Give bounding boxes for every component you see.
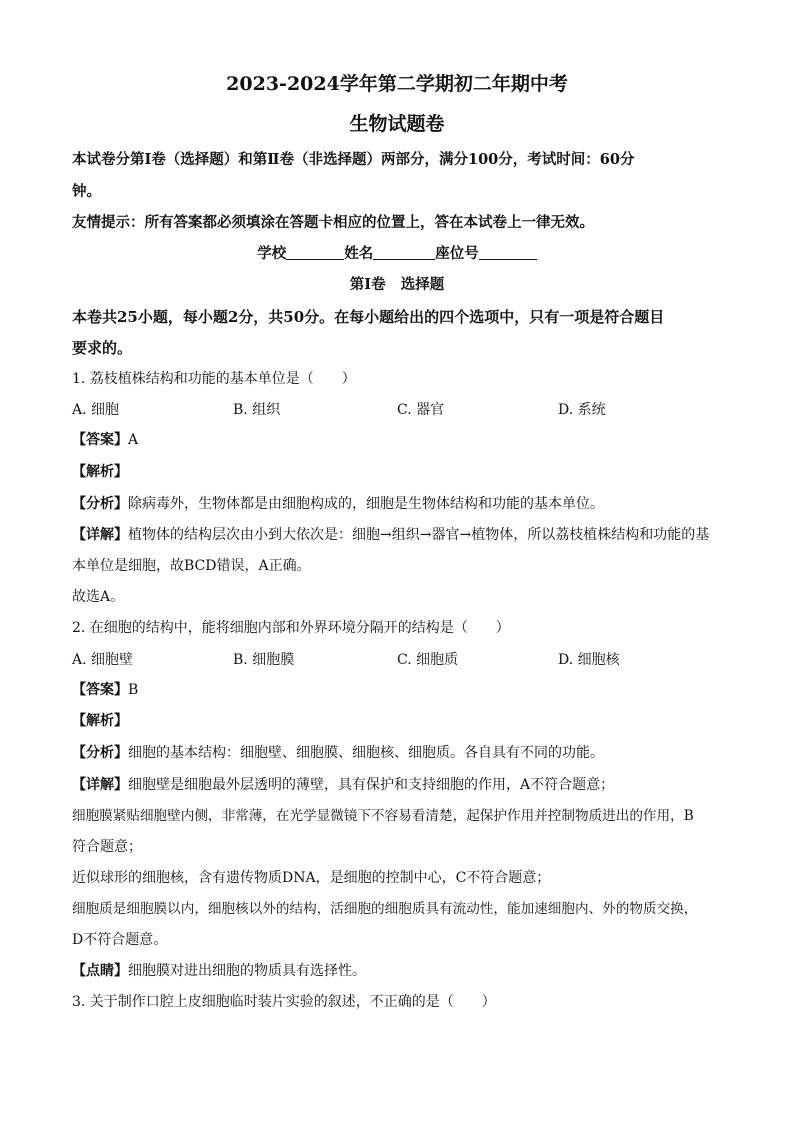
name-blank — [373, 245, 435, 260]
exam-title: 2023-2024学年第二学期初二年期中考 — [226, 73, 568, 95]
q2-fenxi — [72, 743, 720, 763]
q2-line-c: 近似球形的细胞核，含有遗传物质DNA，是细胞的控制中心，C不符合题意； — [72, 870, 551, 886]
q1-option-a: A. 细胞 — [72, 402, 120, 418]
section-desc-line-1: 本卷共25小题，每小题2分，共50分。在每小题给出的四个选项中，只有一项是符合题目 — [72, 308, 665, 326]
q1-option-d: D. 系统 — [558, 402, 606, 418]
q2-analysis-tag: 【解析】 — [72, 713, 128, 729]
q1-fenxi — [72, 494, 720, 514]
answer-tag: 【答案】 — [72, 682, 128, 698]
q3-stem: 3. 关于制作口腔上皮细胞临时装片实验的叙述，不正确的是（ ） — [72, 994, 496, 1010]
fenxi-tag: 【分析】 — [72, 496, 128, 512]
reminder-line: 友情提示：所有答案都必须填涂在答题卡相应的位置上，答在本试卷上一律无效。 — [72, 214, 594, 231]
section-heading: 第Ⅰ卷 选择题 — [349, 276, 445, 293]
q2-option-b: B. 细胞膜 — [233, 652, 295, 668]
answer-tag: 【答案】 — [72, 432, 128, 448]
q2-line-b2: 符合题意； — [72, 839, 142, 855]
q2-answer — [72, 680, 720, 700]
xiangjie-text: 细胞壁是细胞最外层透明的薄壁，具有保护和支持细胞的作用，A不符合题意； — [128, 777, 615, 793]
q2-line-d2: D不符合题意。 — [72, 932, 168, 948]
q1-stem: 1. 荔枝植株结构和功能的基本单位是（ ） — [72, 371, 356, 387]
q2-dianjing — [72, 961, 720, 981]
q1-answer — [72, 430, 720, 450]
fenxi-text: 细胞的基本结构：细胞壁、细胞膜、细胞核、细胞质。各自具有不同的功能。 — [128, 745, 604, 761]
school-blank — [286, 245, 344, 260]
seat-label: 座位号 — [435, 245, 479, 262]
q2-option-a: A. 细胞壁 — [72, 652, 134, 668]
instructions-line-2: 钟。 — [72, 183, 101, 200]
dianjing-text: 细胞膜对进出细胞的物质具有选择性。 — [128, 963, 366, 979]
seat-blank — [479, 245, 537, 260]
xiangjie-text: 植物体的结构层次由小到大依次是：细胞→组织→器官→植物体，所以荔枝植株结构和功能的基 — [128, 527, 710, 543]
q2-option-d: D. 细胞核 — [558, 652, 620, 668]
q1-option-b: B. 组织 — [233, 402, 281, 418]
q1-option-c: C. 器官 — [397, 402, 445, 418]
xiangjie-tag: 【详解】 — [72, 777, 128, 793]
name-label: 姓名 — [344, 245, 374, 262]
q2-xiangjie-line-1 — [72, 775, 720, 795]
answer-value: B — [128, 682, 139, 698]
student-info-line — [0, 244, 794, 264]
q2-option-c: C. 细胞质 — [397, 652, 459, 668]
fenxi-tag: 【分析】 — [72, 745, 128, 761]
q1-xiangjie-line-1 — [72, 525, 720, 545]
fenxi-text: 除病毒外，生物体都是由细胞构成的，细胞是生物体结构和功能的基本单位。 — [128, 496, 604, 512]
dianjing-tag: 【点睛】 — [72, 963, 128, 979]
instructions-line-1: 本试卷分第Ⅰ卷（选择题）和第Ⅱ卷（非选择题）两部分，满分100分，考试时间：60分 — [72, 151, 635, 168]
section-desc-line-2: 要求的。 — [72, 339, 133, 357]
q1-conclusion: 故选A。 — [72, 589, 125, 605]
school-label: 学校 — [257, 245, 287, 262]
q1-analysis-tag: 【解析】 — [72, 464, 128, 480]
q2-line-d1: 细胞质是细胞膜以内，细胞核以外的结构，活细胞的细胞质具有流动性，能加速细胞内、外的物质交换， — [72, 901, 698, 917]
q1-xiangjie-line-2: 本单位是细胞，故BCD错误，A正确。 — [72, 558, 311, 574]
exam-subtitle: 生物试题卷 — [349, 113, 445, 135]
q2-stem: 2. 在细胞的结构中，能将细胞内部和外界环境分隔开的结构是（ ） — [72, 620, 510, 636]
q2-line-b1: 细胞膜紧贴细胞壁内侧，非常薄，在光学显微镜下不容易看清楚，起保护作用并控制物质进出的作用，B — [72, 808, 694, 824]
answer-value: A — [128, 432, 139, 448]
xiangjie-tag: 【详解】 — [72, 527, 128, 543]
